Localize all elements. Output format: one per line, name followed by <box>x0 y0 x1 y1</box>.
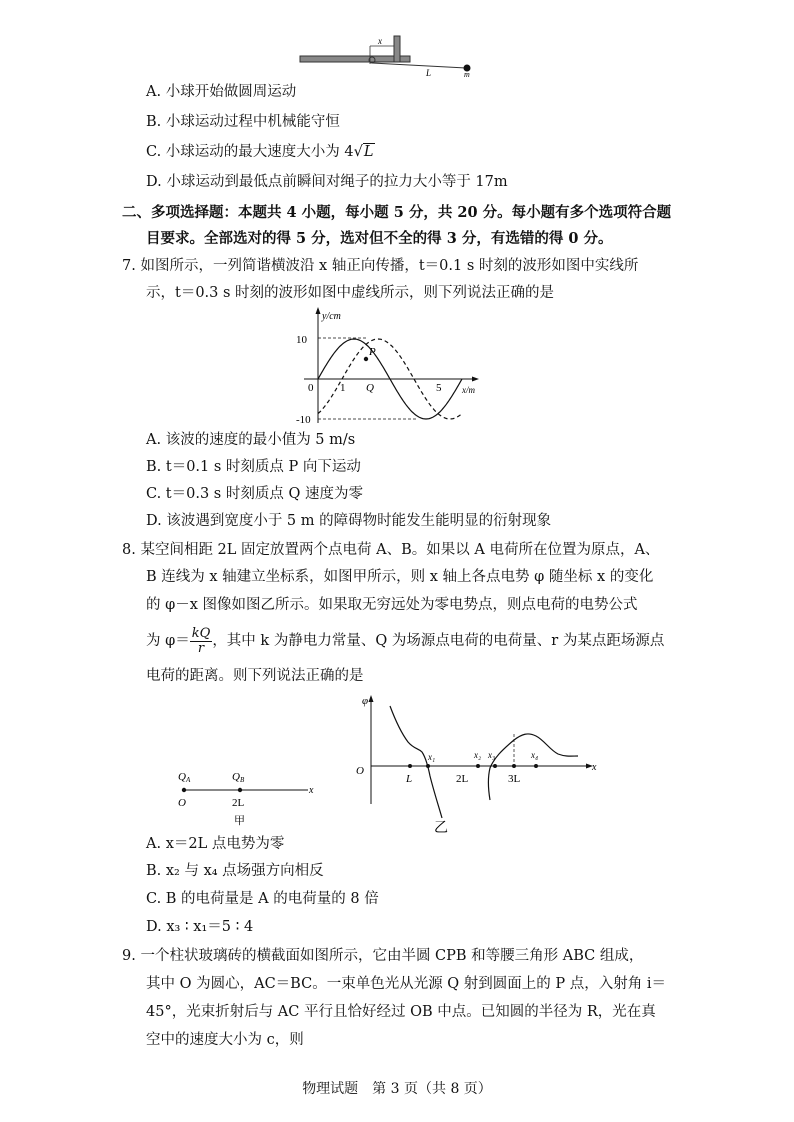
q8-frac-den: r <box>197 640 205 656</box>
q6-option-a: A. 小球开始做圆周运动 <box>146 84 297 100</box>
q7-wave-graph <box>296 305 492 429</box>
q7-option-a: A. 该波的速度的最小值为 5 m/s <box>146 432 356 448</box>
q7-stem-line2: 示，t＝0.3 s 时刻的波形如图中虚线所示，则下列说法正确的是 <box>146 285 555 301</box>
q8-stem-line4 <box>146 626 664 656</box>
q8-yi-x3: x₃ <box>488 750 496 760</box>
q9-stem-line3: 45°，光束折射后与 AC 平行且恰好经过 OB 中点。已知圆的半径为 R，光在真 <box>146 1004 656 1020</box>
q8-stem-line5: 电荷的距离。则下列说法正确的是 <box>146 668 364 684</box>
q6-option-d: D. 小球运动到最低点前瞬间对绳子的拉力大小等于 17m <box>146 174 508 190</box>
q8-option-d: D. x₃ ∶ x₁＝5 ∶ 4 <box>146 919 254 935</box>
q8-yi-x1: x₁ <box>428 752 436 762</box>
q7-y-min: -10 <box>296 414 311 426</box>
q9-stem-line4: 空中的速度大小为 c，则 <box>146 1032 304 1048</box>
q8-option-c: C. B 的电荷量是 A 的电荷量的 8 倍 <box>146 891 379 907</box>
q8-yi-x2: x₂ <box>474 750 482 760</box>
q6-option-c-root: L <box>363 144 374 160</box>
q7-tick-5: 5 <box>436 382 442 394</box>
q8-jia-origin: O <box>178 797 186 809</box>
q6-option-b: B. 小球运动过程中机械能守恒 <box>146 114 340 130</box>
svg-text:QB <box>232 771 245 784</box>
q8-line4-pre: 为 φ＝ <box>146 633 190 649</box>
q7-point-p: P <box>369 346 376 358</box>
q7-point-q: Q <box>366 382 374 394</box>
q8-figure-yi <box>338 692 608 834</box>
q8-line4-post: ，其中 k 为静电力常量、Q 为场源点电荷的电荷量、r 为某点距场源点 <box>212 633 665 649</box>
q8-yi-origin: O <box>356 765 364 777</box>
svg-text:QA <box>178 771 191 784</box>
q7-y-label: y/cm <box>322 311 341 322</box>
rod-string-figure <box>290 30 490 78</box>
q8-yi-L: L <box>406 773 413 785</box>
q7-x-label: x/m <box>462 385 475 395</box>
q7-option-b: B. t＝0.1 s 时刻质点 P 向下运动 <box>146 459 361 475</box>
q7-option-c: C. t＝0.3 s 时刻质点 Q 速度为零 <box>146 486 363 502</box>
section2-line1: 二、多项选择题：本题共 4 小题，每小题 5 分，共 20 分。每小题有多个选项符合题 <box>122 204 672 221</box>
fig-top-m: m <box>464 70 470 78</box>
q8-jia-x: x <box>309 785 314 796</box>
q6-option-c-text: C. 小球运动的最大速度大小为 4 <box>146 144 354 160</box>
q8-stem-line2: B 连线为 x 轴建立坐标系，如图甲所示，则 x 轴上各点电势 φ 随坐标 x 的变化 <box>146 569 654 585</box>
q8-option-a: A. x＝2L 点电势为零 <box>146 836 285 852</box>
fig-top-L: L <box>426 68 432 78</box>
q8-yi-x: x <box>592 762 597 773</box>
q8-yi-phi: φ <box>362 695 369 707</box>
section2-line2: 目要求。全部选对的得 5 分，选对但不全的得 3 分，有选错的得 0 分。 <box>146 230 613 247</box>
q8-stem-line1: 8. 某空间相距 2L 固定放置两个点电荷 A、B。如果以 A 电荷所在位置为原点，A、 <box>122 542 660 558</box>
q8-yi-3L: 3L <box>508 773 521 785</box>
q6-option-c: C. 小球运动的最大速度大小为 4√L <box>146 144 374 160</box>
q7-origin: 0 <box>308 382 314 394</box>
q8-jia-2L: 2L <box>232 797 245 809</box>
q7-y-max: 10 <box>296 334 307 346</box>
q8-jia-qb-sub: B <box>239 776 245 784</box>
q8-figure-jia <box>168 760 328 830</box>
fig-top-x: x <box>378 36 382 46</box>
q7-tick-1: 1 <box>340 382 346 394</box>
q8-yi-caption: 乙 <box>434 821 448 834</box>
q8-jia-qa-sub: A <box>185 776 191 784</box>
q8-jia-caption: 甲 <box>234 815 245 827</box>
q8-stem-line3: 的 φ－x 图像如图乙所示。如果取无穷远处为零电势点，则点电荷的电势公式 <box>146 597 638 613</box>
q8-frac-num: kQ <box>191 625 211 641</box>
q8-yi-x4: x₄ <box>531 750 539 760</box>
q7-stem-line1: 7. 如图所示，一列简谐横波沿 x 轴正向传播，t＝0.1 s 时刻的波形如图中实线所 <box>122 258 639 274</box>
q9-stem-line2: 其中 O 为圆心，AC＝BC。一束单色光从光源 Q 射到圆面上的 P 点，入射角 i＝ <box>146 976 667 992</box>
q8-fraction <box>190 627 213 656</box>
q8-jia-qa: Q <box>178 771 186 783</box>
q9-stem-line1: 9. 一个柱状玻璃砖的横截面如图所示，它由半圆 CPB 和等腰三角形 ABC 组成， <box>122 948 644 964</box>
q8-jia-qb: Q <box>232 771 240 783</box>
q8-yi-2L: 2L <box>456 773 469 785</box>
q7-option-d: D. 该波遇到宽度小于 5 m 的障碍物时能发生能明显的衍射现象 <box>146 513 552 529</box>
page-footer: 物理试题 第 3 页（共 8 页） <box>302 1081 492 1097</box>
q8-option-b: B. x₂ 与 x₄ 点场强方向相反 <box>146 863 324 879</box>
